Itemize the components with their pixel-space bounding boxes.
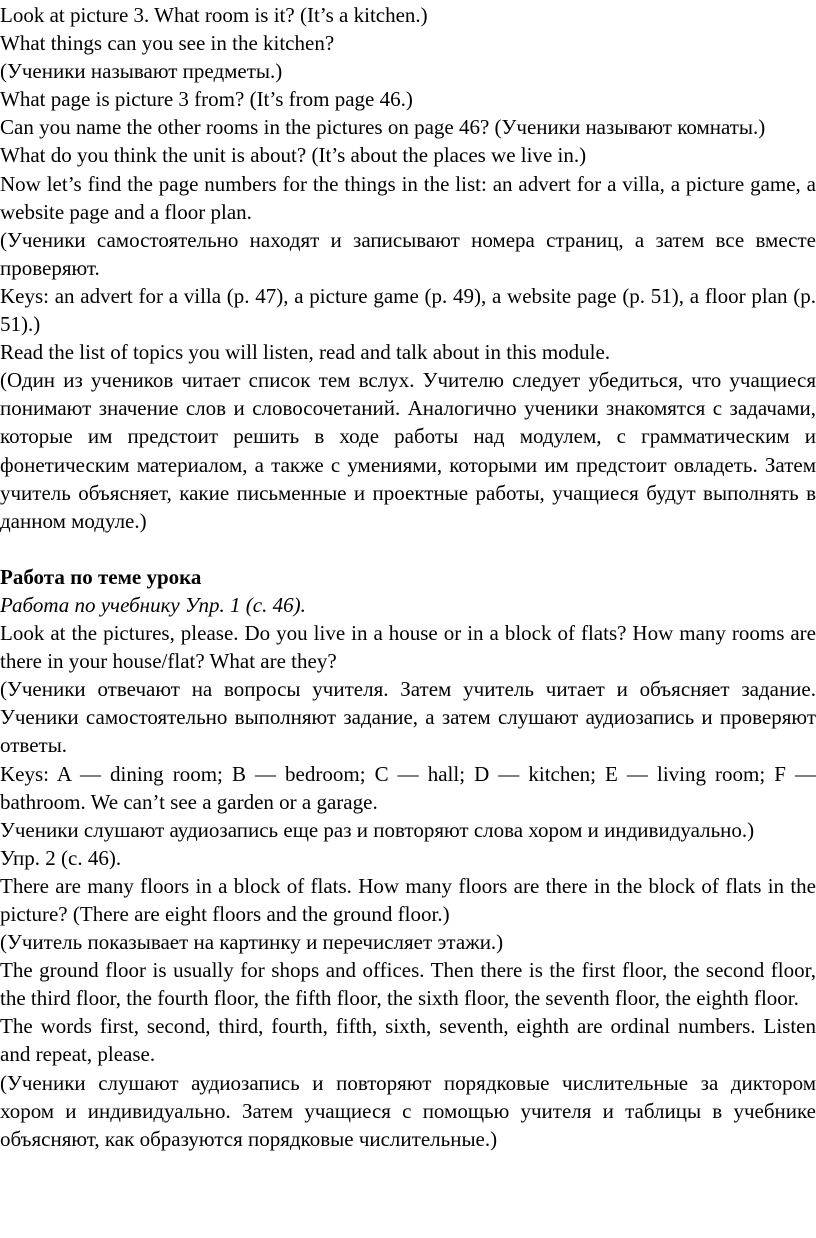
intro-line-9: Keys: an advert for a villa (p. 47), a picture game (p. 49), a website page (p. 51), a floor plan (p. 51).) — [0, 283, 816, 337]
section-line-9: The words first, second, third, fourth, fifth, sixth, seventh, eighth are ordinal numbers. Listen and repeat, please. — [0, 1014, 816, 1067]
section-line-8: The ground floor is usually for shops and offices. Then there is the first floor, the second floor, the third floor, the fourth floor, the fifth floor, the sixth floor, the seventh floor, the eighth floor. — [0, 958, 816, 1011]
section-line-7: (Учитель показывает на картинку и перечисляет этажи.) — [0, 930, 504, 955]
section-line-1: Look at the pictures, please. Do you live in a house or in a block of flats? How many rooms are there in your house/flat? What are they? — [0, 621, 816, 674]
intro-line-8: (Ученики самостоятельно находят и записывают номера страниц, а затем все вместе проверяют. — [0, 227, 816, 280]
intro-line-5: Can you name the other rooms in the pictures on page 46? (Ученики называют комнаты.) — [0, 115, 766, 140]
intro-line-3: (Ученики называют предметы.) — [0, 59, 283, 84]
section-line-5: Упр. 2 (с. 46). — [0, 845, 122, 870]
intro-line-6: What do you think the unit is about? (It’s about the places we live in.) — [0, 143, 587, 168]
intro-line-2: What things can you see in the kitchen? — [0, 31, 335, 56]
intro-line-4: What page is picture 3 from? (It’s from page 46.) — [0, 87, 413, 112]
section-subheading: Работа по учебнику Упр. 1 (с. 46). — [0, 592, 306, 617]
intro-line-11: (Один из учеников читает список тем вслух. Учителю следует убедиться, что учащиеся понимают значение слов и словосочетаний. Аналогично ученики знакомятся с задачами, которые им предстоит решить в ходе работы над модулем, с грамматическим и фонетическим материалом, а также с умениями, которыми им предстоит овладеть. Затем учитель объясняет, какие письменные и проектные работы, учащиеся будут выполнять в данном модуле.) — [0, 368, 816, 533]
intro-line-10: Read the list of topics you will listen, read and talk about in this module. — [0, 340, 611, 365]
section-line-4: Ученики слушают аудиозапись еще раз и повторяют слова хором и индивидуально.) — [0, 817, 755, 842]
section-line-6: There are many floors in a block of flats. How many floors are there in the block of flats in the picture? (There are eight floors and the ground floor.) — [0, 873, 816, 926]
section-line-2: (Ученики отвечают на вопросы учителя. Затем учитель читает и объясняет задание. Ученики самостоятельно выполняют задание, а затем слушают аудиозапись и проверяют ответы. — [0, 677, 816, 758]
section-line-3: Keys: A — dining room; B — bedroom; C — hall; D — kitchen; E — living room; F — bathroom. We can’t see a garden or a garage. — [0, 761, 816, 814]
section-line-10: (Ученики слушают аудиозапись и повторяют порядковые числительные за диктором хором и индивидуально. Затем учащиеся с помощью учителя и таблицы в учебнике объясняют, как образуются порядковые числительные.) — [0, 1070, 816, 1151]
section-heading: Работа по теме урока — [0, 564, 202, 589]
paragraph-gap — [0, 535, 816, 563]
intro-line-1: Look at picture 3. What room is it? (It’s a kitchen.) — [0, 3, 428, 27]
intro-line-7: Now let’s find the page numbers for the things in the list: an advert for a villa, a picture game, a website page and a floor plan. — [0, 171, 816, 224]
